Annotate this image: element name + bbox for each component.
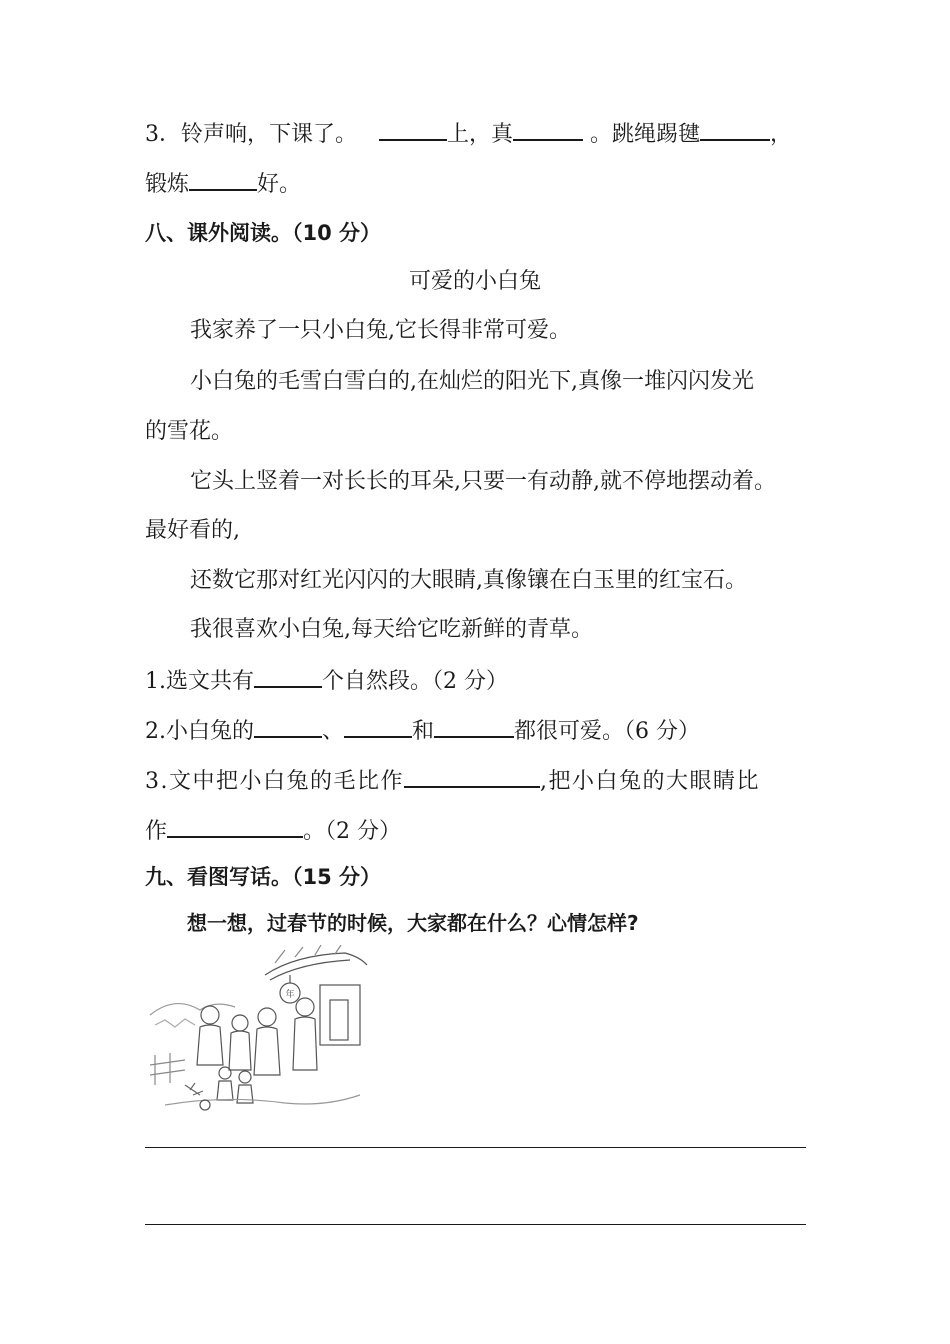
question-text: 2.小白兔的 (145, 719, 254, 744)
lantern-character: 年 (285, 990, 295, 1000)
passage-title: 可爱的小白兔 (408, 269, 541, 294)
question-text: 3.文中把小白兔的毛比作 (145, 769, 404, 794)
question-text: 好。 (257, 172, 302, 197)
section-heading-writing: 九、看图写话。（15 分） (145, 865, 382, 889)
question-text: 都很可爱。（6 分） (514, 719, 701, 744)
reading-question-1 (145, 664, 508, 697)
fill-blank-question-3 (145, 117, 792, 150)
section-heading-reading: 八、课外阅读。（10 分） (145, 221, 382, 245)
question-text: 。跳绳踢毽 (590, 122, 701, 147)
passage-paragraph: 最好看的, (145, 518, 240, 543)
passage-paragraph: 我很喜欢小白兔,每天给它吃新鲜的青草。 (190, 617, 593, 642)
question-text: 锻炼 (145, 172, 190, 197)
question-text: 上，真 (447, 122, 514, 147)
question-text: 。（2 分） (303, 819, 402, 844)
question-number: 3． (145, 122, 181, 147)
passage-paragraph: 我家养了一只小白兔,它长得非常可爱。 (190, 318, 571, 343)
question-text: ， (770, 122, 793, 147)
question-text: ,把小白兔的大眼睛比 (540, 769, 760, 794)
answer-blank[interactable] (254, 664, 322, 688)
spring-festival-illustration (145, 945, 370, 1115)
passage-paragraph: 小白兔的毛雪白雪白的,在灿烂的阳光下,真像一堆闪闪发光 (190, 369, 754, 394)
answer-blank[interactable] (167, 814, 303, 838)
question-text: 、 (322, 719, 345, 744)
passage-paragraph: 它头上竖着一对长长的耳朵,只要一有动静,就不停地摆动着。 (190, 469, 776, 494)
question-text: 和 (412, 719, 435, 744)
answer-blank[interactable] (700, 117, 770, 141)
answer-blank[interactable] (404, 764, 540, 788)
reading-question-2 (145, 714, 700, 747)
answer-blank[interactable] (513, 117, 583, 141)
question-text: 个自然段。（2 分） (322, 669, 508, 694)
answer-blank[interactable] (379, 117, 447, 141)
fill-blank-question-3-line2 (145, 167, 301, 200)
passage-paragraph: 的雪花。 (145, 419, 234, 444)
answer-blank[interactable] (434, 714, 514, 738)
question-text: 作 (145, 819, 168, 844)
reading-question-3 (145, 764, 760, 797)
answer-blank[interactable] (254, 714, 322, 738)
answer-blank[interactable] (344, 714, 412, 738)
passage-paragraph: 还数它那对红光闪闪的大眼睛,真像镶在白玉里的红宝石。 (190, 568, 747, 593)
answer-blank[interactable] (189, 167, 257, 191)
writing-line[interactable] (145, 1224, 806, 1225)
writing-prompt: 想一想，过春节的时候，大家都在什么？心情怎样? (187, 911, 639, 935)
question-text: 1.选文共有 (145, 669, 254, 694)
writing-line[interactable] (145, 1147, 806, 1148)
reading-question-3-line2 (145, 814, 401, 847)
question-text: 铃声响，下课了。 (181, 122, 358, 147)
